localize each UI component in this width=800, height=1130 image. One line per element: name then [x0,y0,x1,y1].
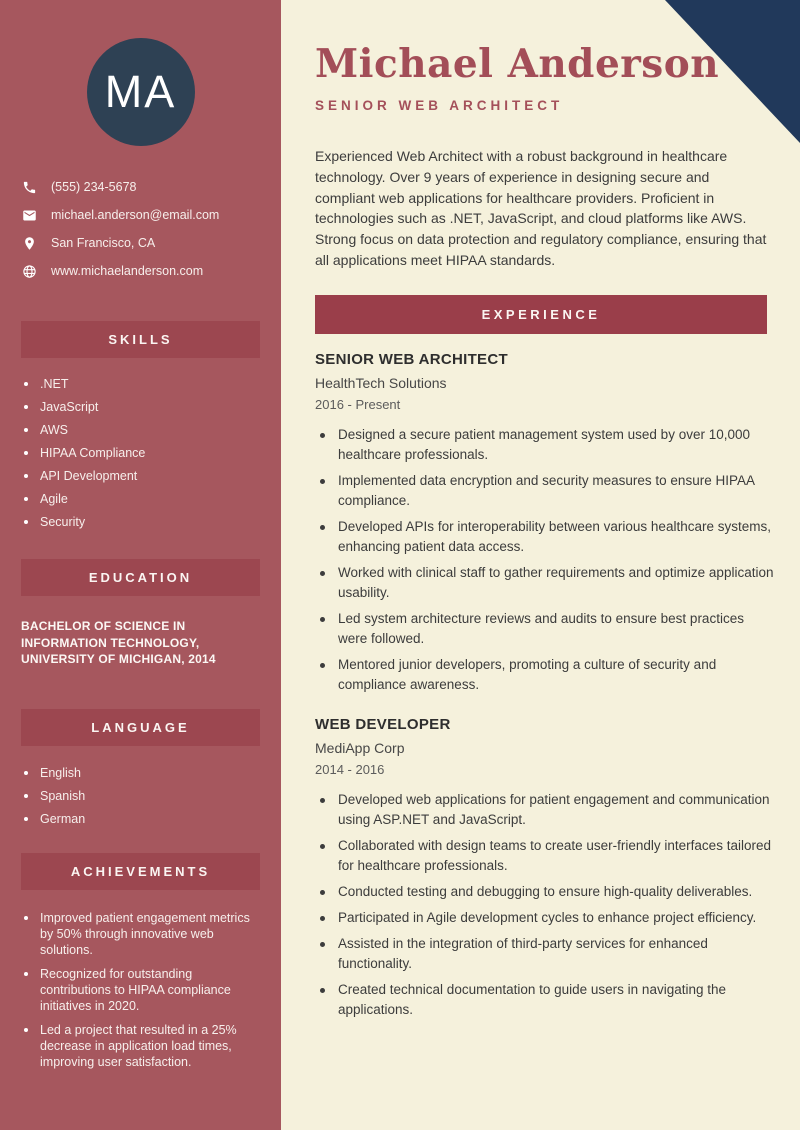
job-bullet: Assisted in the integration of third-party services for enhanced functionality. [315,934,775,974]
skill-item: HIPAA Compliance [24,445,265,461]
bullet-dot [320,433,325,438]
job-bullet: Participated in Agile development cycles to enhance project efficiency. [315,908,775,928]
job-bullet: Created technical documentation to guide users in navigating the applications. [315,980,775,1020]
phone-icon [22,180,37,195]
contact-website-text: www.michaelanderson.com [51,264,204,278]
bullet-dot [320,890,325,895]
bullet-dot [320,798,325,803]
bullet-dot [24,382,28,386]
language-list [0,765,281,827]
skill-item: Agile [24,491,265,507]
job-bullet: Implemented data encryption and security measures to ensure HIPAA compliance. [315,471,775,511]
bullet-dot [320,942,325,947]
job-dates: 2014 - 2016 [315,761,385,777]
contact-item-email [22,201,263,229]
email-icon [22,208,37,223]
profile-summary: Experienced Web Architect with a robust background in healthcare technology. Over 9 years of experience in designing secure and compliant web applications for healthcare providers. Proficient in technologies such as .NET, JavaScript, and cloud platforms like AWS. Strong focus on data protection and regulatory compliance, ensuring that all applications meet HIPAA standards. [315,148,767,268]
skills-list [0,376,281,530]
bullet-dot [320,525,325,530]
globe-icon [22,264,37,279]
skill-item: AWS [24,422,265,438]
bullet-dot [24,428,28,432]
contact-phone-text: (555) 234-5678 [51,180,137,194]
contact-item-location [22,229,263,257]
achievements-list [0,910,281,1070]
page-title-name: Michael Anderson [315,41,720,87]
contact-list [0,173,281,285]
job-bullet: Conducted testing and debugging to ensure high-quality deliverables. [315,882,775,902]
bullet-dot [24,794,28,798]
job-role-subtitle: SENIOR WEB ARCHITECT [315,98,564,113]
bullet-dot [24,916,28,920]
achievement-item: Recognized for outstanding contributions to HIPAA compliance initiatives in 2020. [24,966,265,1014]
job-bullet: Worked with clinical staff to gather requirements and optimize application usability. [315,563,775,603]
job-bullet: Mentored junior developers, promoting a culture of security and compliance awareness. [315,655,775,695]
language-item: Spanish [24,788,265,804]
bullet-dot [24,817,28,821]
job-title: WEB DEVELOPER [315,715,451,733]
bullet-dot [24,972,28,976]
avatar [87,38,195,146]
job-bullet: Led system architecture reviews and audits to ensure best practices were followed. [315,609,775,649]
bullet-dot [24,1028,28,1032]
experience-job-2 [315,715,771,1020]
achievements-section-header: ACHIEVEMENTS [21,853,260,890]
contact-location-text: San Francisco, CA [51,236,156,250]
bullet-dot [320,988,325,993]
bullet-dot [320,916,325,921]
bullet-dot [24,771,28,775]
bullet-dot [320,479,325,484]
skills-section-header: SKILLS [21,321,260,358]
experience-job-1 [315,350,774,695]
bullet-dot [24,474,28,478]
bullet-dot [24,451,28,455]
contact-email-text: michael.anderson@email.com [51,208,220,222]
language-section-header: LANGUAGE [21,709,260,746]
job-bullet-list [315,790,775,1020]
job-title: SENIOR WEB ARCHITECT [315,350,508,368]
skill-item: API Development [24,468,265,484]
bullet-dot [320,663,325,668]
bullet-dot [24,520,28,524]
language-item: English [24,765,265,781]
skill-item: JavaScript [24,399,265,415]
education-section-header: EDUCATION [21,559,260,596]
skill-item: Security [24,514,265,530]
job-bullet: Developed web applications for patient engagement and communication using ASP.NET and JavaScript. [315,790,775,830]
bullet-dot [320,571,325,576]
language-item: German [24,811,265,827]
bullet-dot [24,497,28,501]
experience-section-header: EXPERIENCE [315,295,767,334]
avatar-initials: MA [104,66,177,117]
achievement-item: Led a project that resulted in a 25% decrease in application load times, improving user satisfaction. [24,1022,265,1070]
bullet-dot [320,844,325,849]
job-dates: 2016 - Present [315,396,401,412]
contact-item-phone [22,173,263,201]
job-bullet: Designed a secure patient management system used by over 10,000 healthcare professionals. [315,425,775,465]
job-bullet: Developed APIs for interoperability between various healthcare systems, enhancing patient data access. [315,517,775,557]
achievement-item: Improved patient engagement metrics by 50% through innovative web solutions. [24,910,265,958]
bullet-dot [320,617,325,622]
main-content [281,0,800,1130]
job-bullet-list [315,425,775,695]
job-bullet: Collaborated with design teams to create user-friendly interfaces tailored for healthcare professionals. [315,836,775,876]
bullet-dot [24,405,28,409]
sidebar [0,0,281,1130]
education-degree: BACHELOR OF SCIENCE IN INFORMATION TECHNOLOGY, UNIVERSITY OF MICHIGAN, 2014 [21,619,216,666]
contact-item-website [22,257,263,285]
location-icon [22,236,37,251]
skill-item: .NET [24,376,265,392]
job-company: HealthTech Solutions [315,374,447,391]
job-company: MediApp Corp [315,739,405,756]
